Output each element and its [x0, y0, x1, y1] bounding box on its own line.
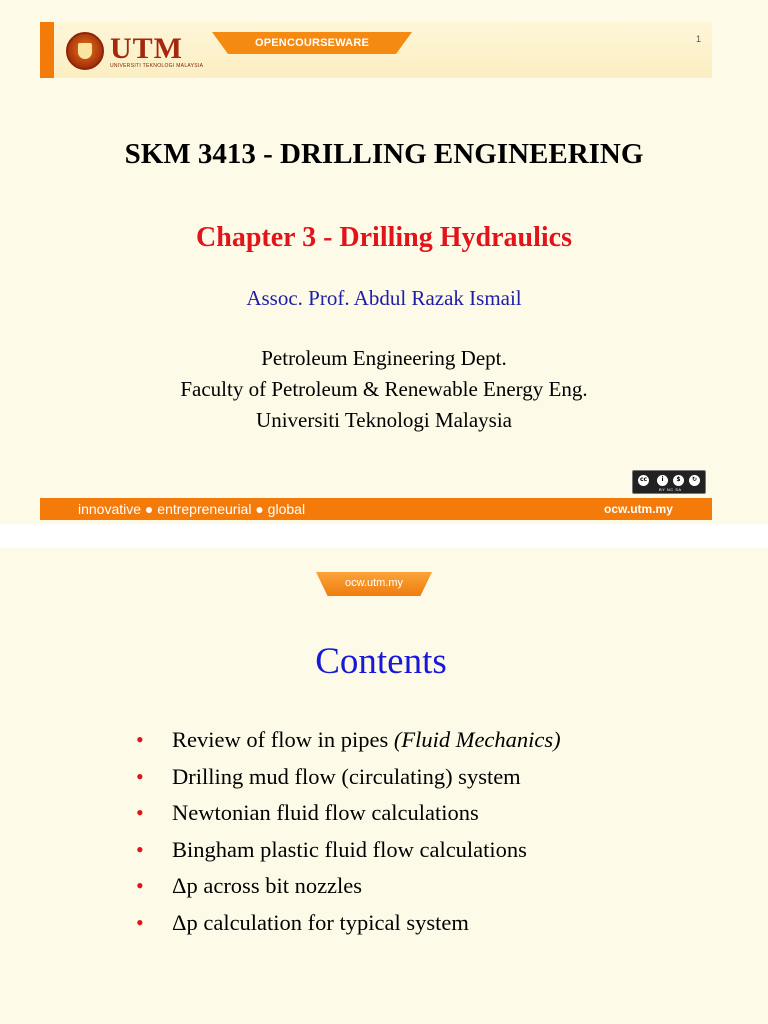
utm-crest-icon: [66, 32, 104, 70]
list-item: [136, 722, 736, 759]
affiliation-department: Petroleum Engineering Dept.: [261, 346, 507, 370]
license-text: BY NC SA: [659, 487, 682, 492]
bullet-icon: •: [136, 727, 144, 752]
list-item-italic: (Fluid Mechanics): [393, 727, 561, 752]
list-item: [136, 868, 736, 905]
list-item: [136, 832, 736, 869]
bullet-icon: •: [136, 836, 144, 862]
course-title: SKM 3413 - DRILLING ENGINEERING: [124, 138, 644, 170]
footer-tagline: innovative ● entrepreneurial ● global: [78, 501, 306, 517]
list-item-text: Review of flow in pipes: [172, 727, 394, 752]
affiliation-university: Universiti Teknologi Malaysia: [256, 408, 512, 432]
utm-wordmark: UTM: [110, 32, 183, 65]
list-item: [136, 759, 736, 796]
list-item-text: Bingham plastic fluid flow calculations: [172, 836, 527, 862]
list-item: [136, 905, 736, 942]
bullet-icon: •: [136, 909, 144, 935]
list-item: [136, 795, 736, 832]
chapter-title: Chapter 3 - Drilling Hydraulics: [196, 222, 572, 253]
footer-url: ocw.utm.my: [604, 502, 673, 516]
affiliation-faculty: Faculty of Petroleum & Renewable Energy Eng.: [180, 377, 588, 401]
header-left-stripe: [40, 22, 54, 78]
contents-title: Contents: [315, 641, 447, 682]
creative-commons-icon: cc i $ ↻ BY NC SA: [632, 470, 706, 494]
opencourseware-tab-label: OPENCOURSEWARE: [254, 37, 370, 49]
bullet-icon: •: [136, 873, 144, 899]
list-item-text: Δp calculation for typical system: [172, 909, 469, 935]
list-item-text: Newtonian fluid flow calculations: [172, 800, 479, 826]
utm-subtext: UNIVERSITI TEKNOLOGI MALAYSIA: [110, 63, 204, 69]
contents-list: [136, 722, 736, 942]
ocw-tab-label: ocw.utm.my: [344, 577, 404, 589]
list-item-text: Drilling mud flow (circulating) system: [172, 763, 521, 789]
list-item-text: Δp across bit nozzles: [172, 873, 363, 899]
utm-logo: [66, 32, 204, 74]
bullet-icon: •: [136, 800, 144, 826]
bullet-icon: •: [136, 763, 144, 789]
author-name: Assoc. Prof. Abdul Razak Ismail: [246, 286, 522, 310]
page-number: 1: [696, 34, 702, 44]
